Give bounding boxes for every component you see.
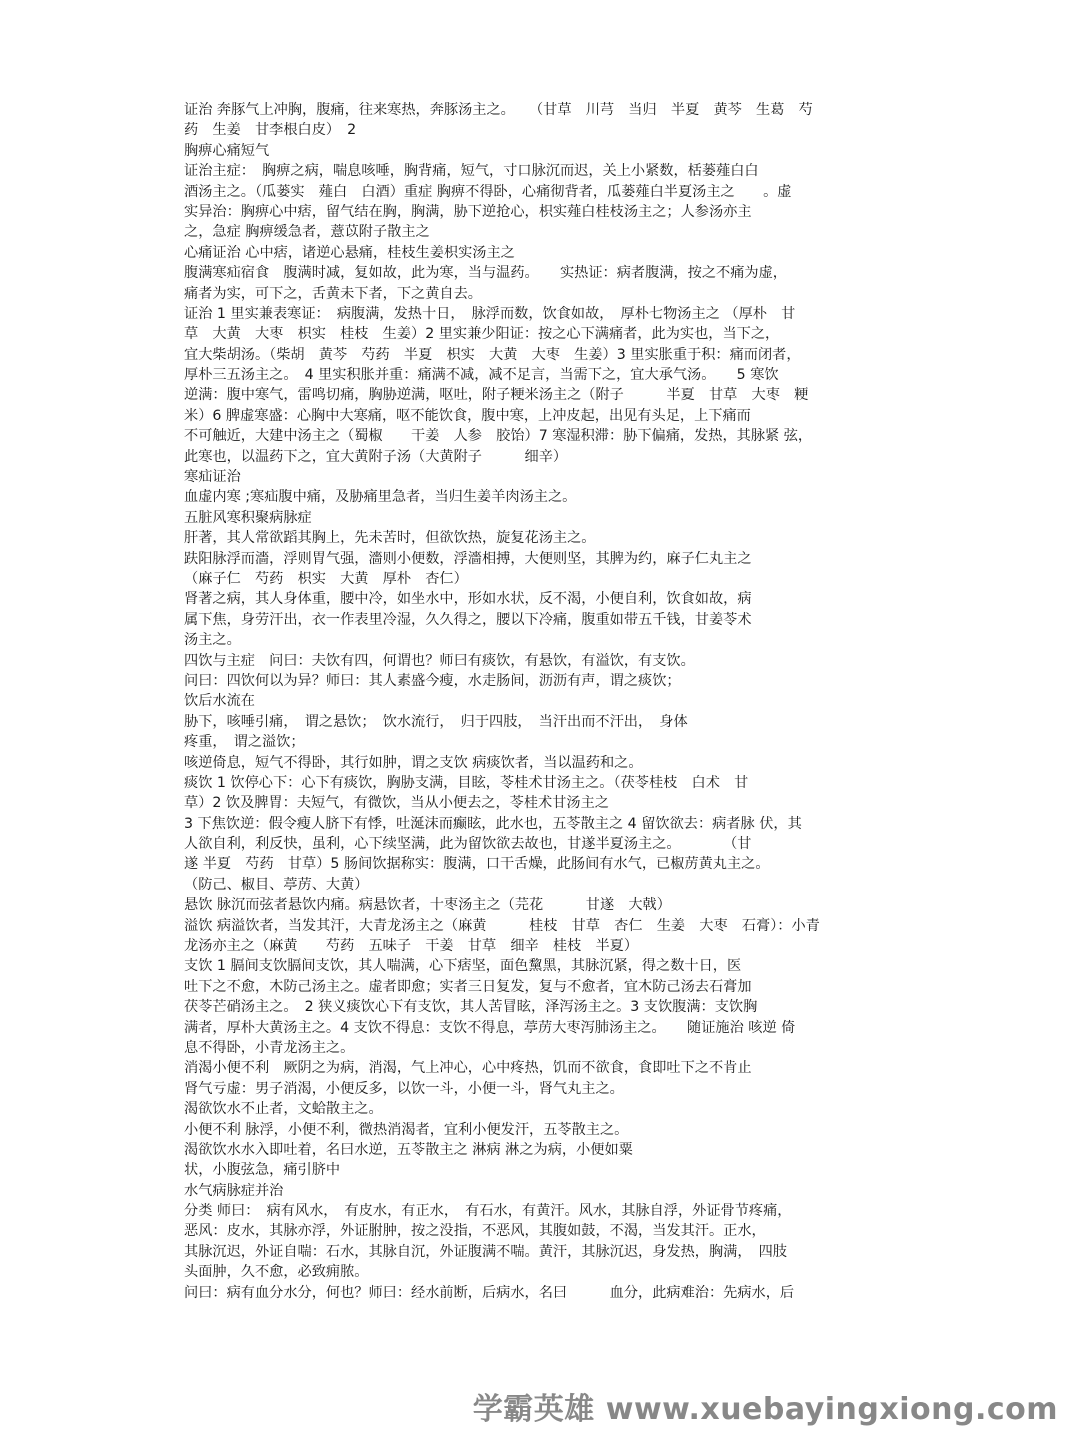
- text-line: （防己、椒目、葶苈、大黄）: [184, 876, 369, 893]
- text-line: （麻子仁 芍药 枳实 大黄 厚朴 杏仁）: [184, 570, 468, 587]
- text-line: 水气病脉症并治: [184, 1182, 284, 1199]
- text-line: 此寒也，以温药下之，宜大黄附子汤（大黄附子 细辛）: [184, 448, 568, 465]
- text-line: 属下焦，身劳汗出，衣一作表里冷湿，久久得之，腰以下冷痛，腹重如带五千钱，甘姜苓术: [184, 611, 752, 628]
- text-line: 之，急症 胸痹缓急者，薏苡附子散主之: [184, 224, 430, 241]
- text-line: 咳逆倚息，短气不得卧，其行如肿，谓之支饮 病痰饮者，当以温药和之。: [184, 754, 643, 771]
- text-line: 胁下，咳唾引痛， 谓之悬饮； 饮水流行， 归于四肢， 当汗出而不汗出， 身体: [184, 713, 688, 730]
- text-line: 满者，厚朴大黄汤主之。4 支饮不得息：支饮不得息，葶苈大枣泻肺汤主之。 随证施治 咳逆 倚: [184, 1019, 796, 1036]
- text-line: 溢饮 病溢饮者，当发其汗，大青龙汤主之（麻黄 桂枝 甘草 杏仁 生姜 大枣 石膏）：小青: [184, 917, 820, 934]
- text-line: 五脏风寒积聚病脉症: [184, 509, 312, 526]
- site-watermark: 学霸英雄 www.xuebayingxiong.com: [472, 1392, 1058, 1427]
- text-line: 状，小腹弦急，痛引脐中: [184, 1162, 341, 1179]
- text-line: 遂 半夏 芍药 甘草）5 肠间饮据称实：腹满，口干舌燥，此肠间有水气，已椒苈黄丸主之。: [184, 856, 770, 873]
- text-line: 四饮与主症 问曰：夫饮有四，何谓也？师曰有痰饮，有悬饮，有溢饮，有支饮。: [184, 652, 695, 669]
- document-page: [184, 100, 896, 1303]
- text-line: 痰饮 1 饮停心下：心下有痰饮，胸胁支满，目眩，苓桂术甘汤主之。（茯苓桂枝 白术 甘: [184, 774, 749, 791]
- text-line: 渴欲饮水水入即吐着，名曰水逆，五苓散主之 淋病 淋之为病，小便如粟: [184, 1141, 633, 1158]
- text-line: 3 下焦饮逆：假令瘦人脐下有悸，吐涎沫而癫眩，此水也，五苓散主之 4 留饮欲去：病者脉 伏，其: [184, 815, 802, 832]
- text-line: 寒疝证治: [184, 469, 241, 486]
- text-line: 药 生姜 甘李根白皮） 2: [184, 122, 357, 139]
- text-line: 血虚内寒 ;寒疝腹中痛，及胁痛里急者，当归生姜羊肉汤主之。: [184, 489, 577, 506]
- text-line: 证治 奔豚气上冲胸，腹痛，往来寒热，奔豚汤主之。 （甘草 川芎 当归 半夏 黄芩 生葛 芍: [184, 102, 813, 118]
- text-line: 问曰：四饮何以为异？师曰：其人素盛今瘦，水走肠间，沥沥有声，谓之痰饮；: [184, 672, 681, 689]
- text-line: 息不得卧，小青龙汤主之。: [184, 1039, 355, 1056]
- text-line: 问曰：病有血分水分，何也？师曰：经水前断，后病水，名曰 血分，此病难治：先病水，后: [184, 1284, 795, 1301]
- text-line: 腹满寒疝宿食 腹满时减，复如故，此为寒，当与温药。 实热证：病者腹满，按之不痛为虚，: [184, 265, 787, 282]
- text-line: 实异治：胸痹心中痞，留气结在胸，胸满，胁下逆抢心，枳实薤白桂枝汤主之；人参汤亦主: [184, 203, 752, 220]
- text-line: 逆满：腹中寒气，雷鸣切痛，胸胁逆满，呕吐，附子粳米汤主之（附子 半夏 甘草 大枣 粳: [184, 387, 809, 404]
- text-line: 疼重， 谓之溢饮；: [184, 734, 305, 751]
- text-line: 证治主症： 胸痹之病，喘息咳唾，胸背痛，短气，寸口脉沉而迟，关上小紧数，栝蒌薤白白: [184, 163, 759, 180]
- text-line: 心痛证治 心中痞，诸逆心悬痛，桂枝生姜枳实汤主之: [184, 244, 515, 261]
- text-line: 饮后水流在: [184, 693, 255, 710]
- text-line: 草 大黄 大枣 枳实 桂枝 生姜）2 里实兼少阳证：按之心下满痛者，此为实也，当下之，: [184, 326, 780, 343]
- text-line: 痛者为实，可下之，舌黄未下者，下之黄自去。: [184, 285, 482, 302]
- text-line: 吐下之不愈，木防己汤主之。虚者即愈；实者三日复发，复与不愈者，宜木防己汤去石膏加: [184, 978, 752, 995]
- text-line: 证治 1 里实兼表寒证： 病腹满，发热十日， 脉浮而数，饮食如故， 厚朴七物汤主之 （厚朴 甘: [184, 305, 796, 322]
- text-line: 酒汤主之。（瓜蒌实 薤白 白酒）重症 胸痹不得卧，心痛彻背者，瓜蒌薤白半夏汤主之 。虚: [184, 183, 792, 200]
- text-line: 不可触近，大建中汤主之（蜀椒 干姜 人参 胶饴）7 寒湿积滞：胁下偏痛，发热，其脉紧 弦，: [184, 428, 813, 445]
- text-line: 草）2 饮及脾胃：夫短气，有微饮，当从小便去之，苓桂术甘汤主之: [184, 795, 609, 812]
- text-line: 头面肿，久不愈，必致痈脓。: [184, 1264, 369, 1281]
- text-line: 小便不利 脉浮，小便不利，微热消渴者，宜利小便发汗，五苓散主之。: [184, 1121, 629, 1138]
- text-line: 胸痹心痛短气: [184, 142, 270, 159]
- text-line: 汤主之。: [184, 632, 241, 649]
- text-line: 消渴小便不利 厥阴之为病，消渴，气上冲心，心中疼热，饥而不欲食，食即吐下之不肯止: [184, 1060, 752, 1077]
- text-line: 恶风：皮水，其脉亦浮，外证胕肿，按之没指，不恶风，其腹如鼓，不渴，当发其汗。正水，: [184, 1223, 766, 1240]
- text-line: 厚朴三五汤主之。 4 里实积胀并重：痛满不减，减不足言，当需下之，宜大承气汤。 5 寒饮: [184, 367, 779, 384]
- text-line: 宜大柴胡汤。（柴胡 黄芩 芍药 半夏 枳实 大黄 大枣 生姜）3 里实胀重于积：痛而闭者，: [184, 346, 801, 363]
- text-line: 人欲自利，利反快，虽利，心下续坚满，此为留饮欲去故也，甘遂半夏汤主之。 （甘: [184, 836, 752, 853]
- text-line: 悬饮 脉沉而弦者悬饮内痛。病悬饮者，十枣汤主之（芫花 甘遂 大戟）: [184, 897, 671, 914]
- text-line: 支饮 1 膈间支饮膈间支饮，其人喘满，心下痞坚，面色黧黑，其脉沉紧，得之数十日，医: [184, 958, 742, 975]
- text-line: 龙汤亦主之（麻黄 芍药 五味子 干姜 甘草 细辛 桂枝 半夏）: [184, 938, 639, 955]
- text-line: 肝著，其人常欲蹈其胸上，先未苦时，但欲饮热，旋复花汤主之。: [184, 530, 596, 547]
- text-line: 肾著之病，其人身体重，腰中冷，如坐水中，形如水状，反不渴，小便自利，饮食如故，病: [184, 591, 752, 608]
- text-line: 其脉沉迟，外证自喘：石水，其脉自沉，外证腹满不喘。黄汗，其脉沉迟，身发热，胸满， 四肢: [184, 1243, 787, 1260]
- text-line: 茯苓芒硝汤主之。 2 狭义痰饮心下有支饮，其人苦冒眩，泽泻汤主之。3 支饮腹满：支饮胸: [184, 999, 758, 1016]
- text-line: 米）6 脾虚寒盛：心胸中大寒痛，呕不能饮食，腹中寒，上冲皮起，出见有头足，上下痛而: [184, 407, 751, 424]
- text-line: 渴欲饮水不止者，文蛤散主之。: [184, 1101, 383, 1118]
- text-line: 分类 师曰： 病有风水， 有皮水，有正水， 有石水，有黄汗。风水，其脉自浮，外证骨节疼痛，: [184, 1203, 792, 1220]
- text-line: 趺阳脉浮而濇，浮则胃气强，濇则小便数，浮濇相搏，大便则坚，其脾为约，麻子仁丸主之: [184, 550, 752, 567]
- text-line: 肾气亏虚：男子消渴，小便反多，以饮一斗，小便一斗，肾气丸主之。: [184, 1080, 624, 1097]
